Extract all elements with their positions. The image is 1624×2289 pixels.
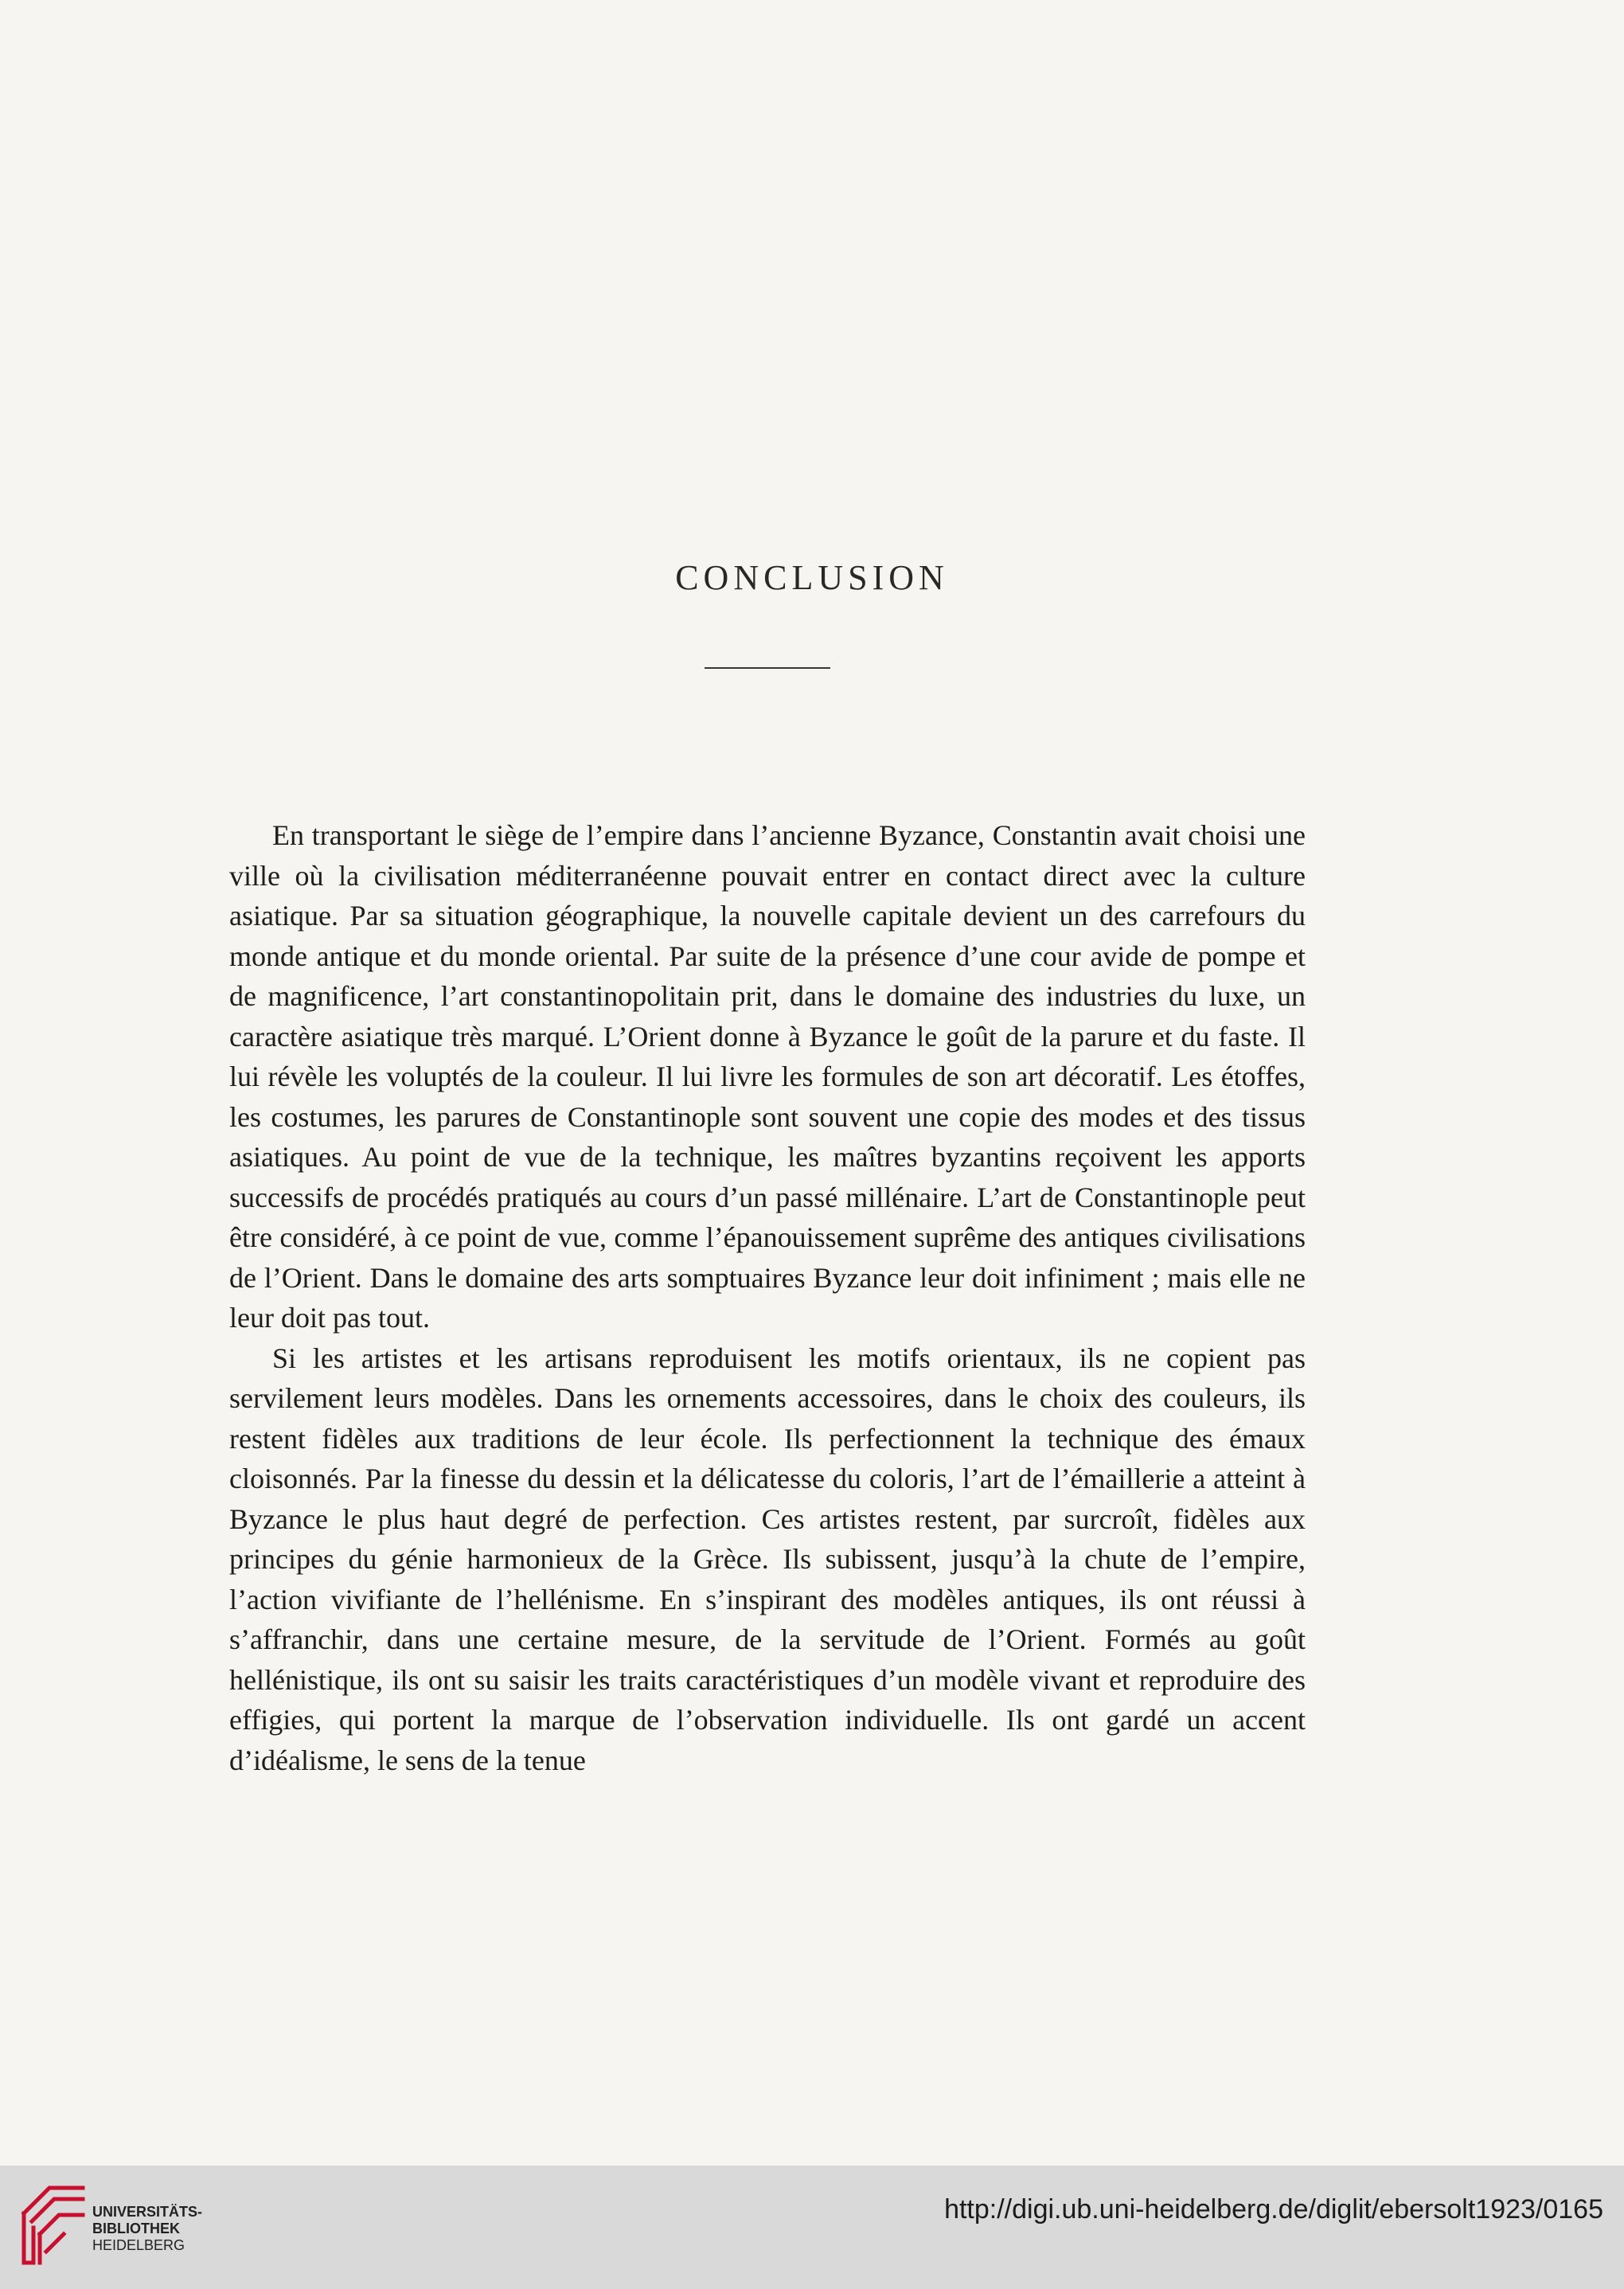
title-divider	[705, 667, 830, 669]
library-name-line-3: HEIDELBERG	[92, 2237, 185, 2253]
body-text	[229, 815, 1306, 1780]
source-url-link[interactable]: http://digi.ub.uni-heidelberg.de/diglit/ebersolt1923/0165	[944, 2194, 1603, 2225]
library-logo-icon	[18, 2182, 89, 2269]
library-footer	[0, 2166, 1624, 2289]
page-title: CONCLUSION	[675, 558, 949, 597]
library-name-line-1: UNIVERSITÄTS-	[92, 2204, 203, 2220]
paragraph-1: En transportant le siège de l’empire dans l’ancienne Byzance, Constantin avait choisi une ville où la civilisation méditerranéenne pouvait entrer en contact direct avec la culture asiatique. Par sa situation géographique, la nouvelle capitale devient un des carrefours du monde antique et du monde oriental. Par suite de la présence d’une cour avide de pompe et de magnificence, l’art constantinopolitain prit, dans le domaine des industries du luxe, un caractère asiatique très marqué. L’Orient donne à Byzance le goût de la parure et du faste. Il lui révèle les voluptés de la couleur. Il lui livre les formules de son art décoratif. Les étoffes, les costumes, les parures de Constantinople sont souvent une copie des modes et des tissus asiatiques. Au point de vue de la technique, les maîtres byzantins reçoivent les apports successifs de procédés pratiqués au cours d’un passé millénaire. L’art de Constantinople peut être considéré, à ce point de vue, comme l’épanouissement suprême des antiques civilisations de l’Orient. Dans le domaine des arts somptuaires Byzance leur doit infiniment ; mais elle ne leur doit pas tout.	[229, 819, 1306, 1334]
library-name-line-2: BIBLIOTHEK	[92, 2221, 180, 2236]
paragraph-2: Si les artistes et les artisans reproduisent les motifs orientaux, ils ne copient pas servilement leurs modèles. Dans les ornements accessoires, dans le choix des couleurs, ils restent fidèles aux traditions de leur école. Ils perfectionnent la technique des émaux cloisonnés. Par la finesse du dessin et la délicatesse du coloris, l’art de l’émaillerie a atteint à Byzance le plus haut degré de perfection. Ces artistes restent, par surcroît, fidèles aux principes du génie harmonieux de la Grèce. Ils subissent, jusqu’à la chute de l’empire, l’action vivifiante de l’hellénisme. En s’inspirant des modèles antiques, ils ont réussi à s’affranchir, dans une certaine mesure, de la servitude de l’Orient. Formés au goût hellénistique, ils ont su saisir les traits caractéristiques d’un modèle vivant et reproduire des effigies, qui portent la marque de l’observation individuelle. Ils ont gardé un accent d’idéalisme, le sens de la tenue	[229, 1342, 1306, 1776]
library-name	[92, 2204, 202, 2254]
